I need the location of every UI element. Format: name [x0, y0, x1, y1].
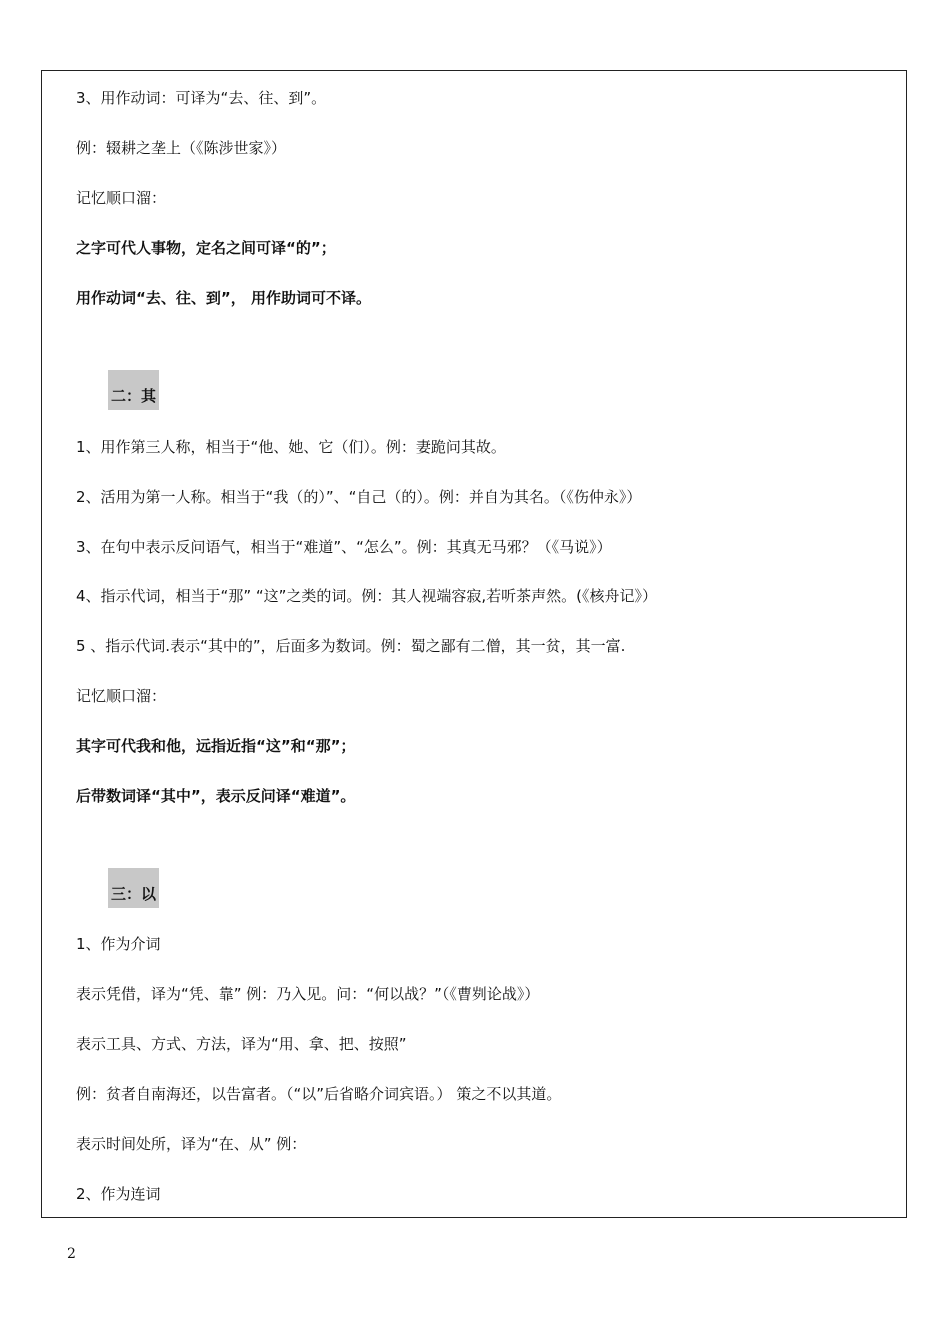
qi-item-3: 3、在句中表示反问语气，相当于“难道”、“怎么”。例：其真无马邪？（《马说》）: [76, 538, 612, 556]
zhi-mnemonic-line-1: 之字可代人事物，定名之间可译“的”；: [76, 239, 336, 257]
zhi-example: 例：辍耕之垄上（《陈涉世家》）: [76, 139, 287, 157]
page-number: 2: [67, 1246, 76, 1262]
section-heading-yi: 三：以: [108, 868, 159, 908]
qi-item-4: 4、指示代词，相当于“那” “这”之类的词。例：其人视端容寂,若听茶声然。(《核舟记》）: [76, 587, 658, 605]
zhi-item-3: 3、用作动词：可译为“去、往、到”。: [76, 89, 327, 107]
qi-item-5: 5 、指示代词.表示“其中的”，后面多为数词。例：蜀之鄙有二僧，其一贫，其一富.: [76, 637, 626, 655]
qi-mnemonic-line-2: 后带数词译“其中”，表示反问译“难道”。: [76, 787, 356, 805]
yi-sub-2: 表示工具、方式、方法，译为“用、拿、把、按照”: [76, 1035, 407, 1053]
yi-item-2: 2、作为连词: [76, 1185, 161, 1203]
yi-sub-2-example: 例：贫者自南海还，以告富者。（“以”后省略介词宾语。） 策之不以其道。: [76, 1085, 562, 1103]
section-heading-qi: 二：其: [108, 370, 159, 410]
qi-item-1: 1、用作第三人称，相当于“他、她、它（们）。例：妻跪问其故。: [76, 438, 506, 456]
yi-sub-1: 表示凭借，译为“凭、靠” 例：乃入见。问：“何以战？”（《曹刿论战》）: [76, 985, 540, 1003]
zhi-mnemonic-label: 记忆顺口溜：: [76, 189, 167, 207]
yi-item-1: 1、作为介词: [76, 935, 161, 953]
zhi-mnemonic-line-2: 用作动词“去、往、到”， 用作助词可不译。: [76, 289, 371, 307]
qi-mnemonic-line-1: 其字可代我和他，远指近指“这”和“那”；: [76, 737, 356, 755]
yi-sub-3: 表示时间处所，译为“在、从” 例：: [76, 1135, 307, 1153]
qi-item-2: 2、活用为第一人称。相当于“我（的）”、“自己（的）。例：并自为其名。（《伤仲永》）: [76, 488, 642, 506]
qi-mnemonic-label: 记忆顺口溜：: [76, 687, 167, 705]
